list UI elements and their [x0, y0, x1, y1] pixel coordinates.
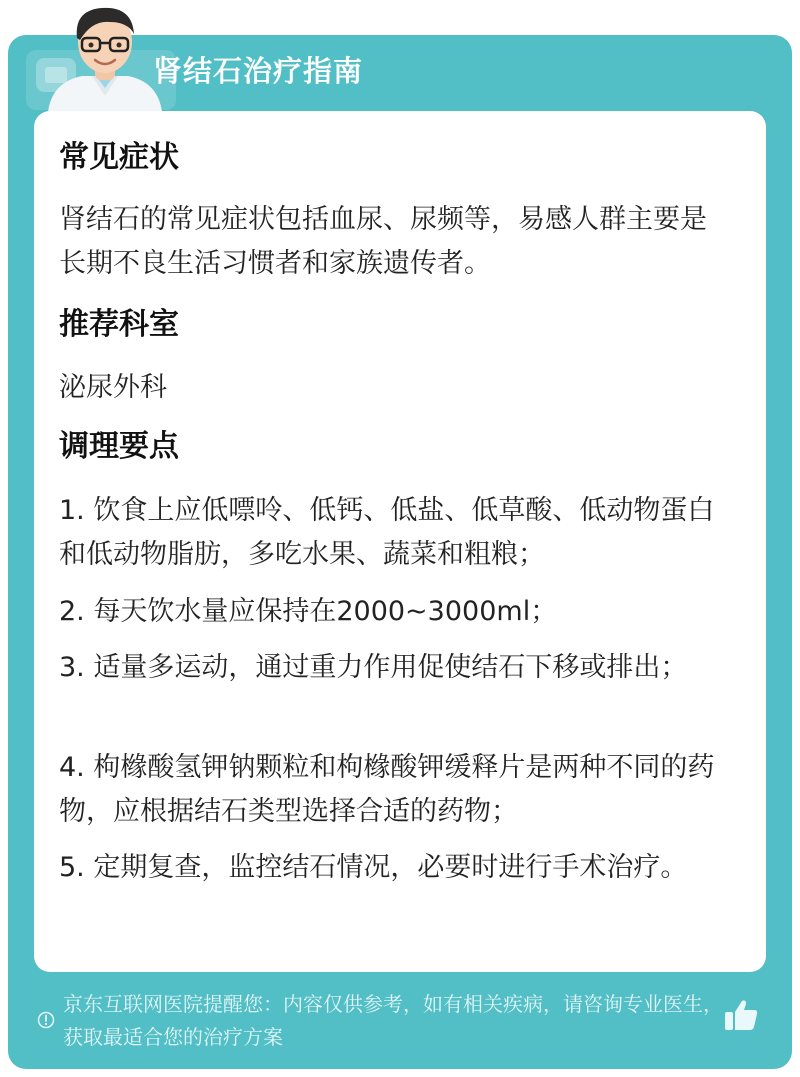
care-item-5: 5. 定期复查，监控结石情况，必要时进行手术治疗。: [59, 852, 688, 883]
department-text: 泌尿外科: [59, 372, 167, 403]
symptoms-title: 常见症状: [59, 140, 179, 175]
page-title: 肾结石治疗指南: [153, 54, 364, 88]
thumbs-up-icon[interactable]: [723, 998, 759, 1032]
disclaimer-text: 京东互联网医院提醒您：内容仅供参考，如有相关疾病，请咨询专业医生，获取最适合您的治疗方案: [63, 992, 723, 1049]
care-item-4: 4. 枸橼酸氢钾钠颗粒和枸橼酸钾缓释片是两种不同的药物，应根据结石类型选择合适的药物；: [59, 752, 715, 827]
info-icon: [37, 1011, 55, 1029]
symptoms-text: 肾结石的常见症状包括血尿、尿频等，易感人群主要是长期不良生活习惯者和家族遗传者。: [59, 204, 707, 279]
care-item-3: 3. 适量多运动，通过重力作用促使结石下移或排出；: [59, 652, 688, 683]
doctor-avatar-icon: [40, 0, 170, 112]
department-title: 推荐科室: [59, 307, 179, 342]
care-item-1: 1. 饮食上应低嘌呤、低钙、低盐、低草酸、低动物蛋白和低动物脂肪，多吃水果、蔬菜和粗粮；: [59, 495, 715, 570]
care-item-2: 2. 每天饮水量应保持在2000~3000ml；: [59, 596, 558, 627]
care-title: 调理要点: [59, 429, 179, 464]
